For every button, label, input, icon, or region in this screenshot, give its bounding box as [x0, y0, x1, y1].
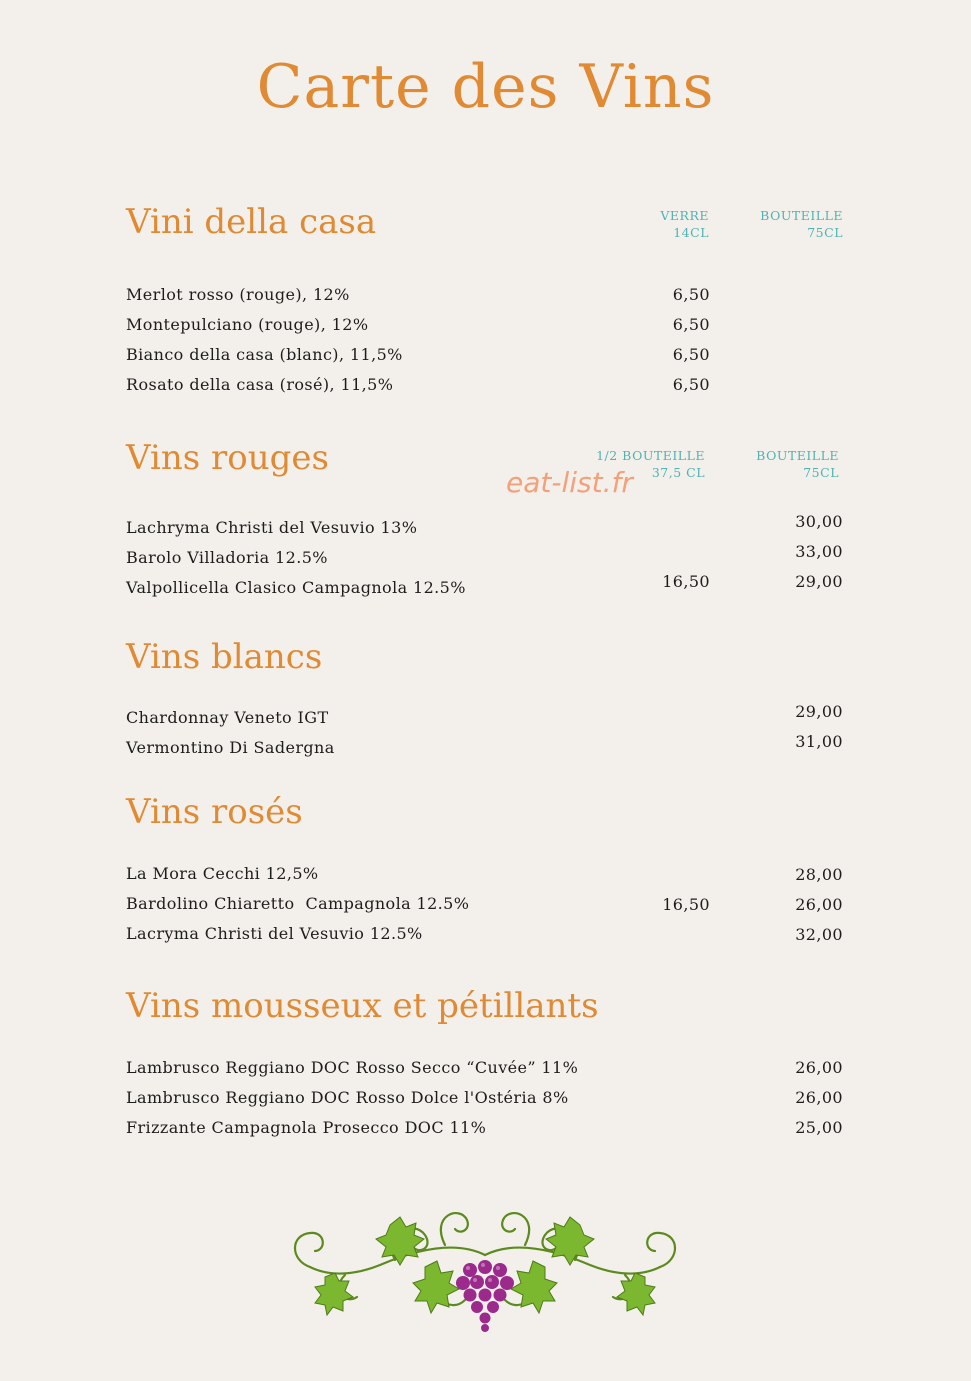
section-title-vins-roses: Vins rosés: [126, 792, 303, 832]
column-header-bouteille: [760, 207, 843, 241]
column-header-bouteille: [756, 447, 839, 481]
wine-name: Frizzante Campagnola Prosecco DOC 11%: [126, 1118, 487, 1137]
wine-name: Merlot rosso (rouge), 12%: [126, 285, 350, 304]
wine-name: Barolo Villadoria 12.5%: [126, 548, 328, 567]
wine-row: [126, 542, 843, 570]
price-bottle: 26,00: [795, 1058, 843, 1077]
price-half-bottle: 16,50: [662, 572, 710, 591]
wine-row: [126, 732, 843, 760]
wine-row: [126, 285, 843, 307]
price-glass: 6,50: [672, 285, 710, 304]
wine-row: [126, 315, 843, 337]
column-header-line: VERRE: [660, 208, 709, 223]
wine-name: Valpollicella Clasico Campagnola 12.5%: [126, 578, 466, 597]
wine-name: Bianco della casa (blanc), 11,5%: [126, 345, 403, 364]
price-bottle: 29,00: [795, 702, 843, 721]
price-bottle: 33,00: [795, 542, 843, 561]
wine-name: La Mora Cecchi 12,5%: [126, 864, 319, 883]
column-header-line: 75CL: [807, 225, 843, 240]
wine-row: [126, 924, 843, 946]
wine-name: Montepulciano (rouge), 12%: [126, 315, 369, 334]
section-title-vins-blancs: Vins blancs: [126, 637, 323, 677]
price-glass: 6,50: [672, 375, 710, 394]
wine-name: Chardonnay Veneto IGT: [126, 708, 329, 727]
price-bottle: 26,00: [795, 1088, 843, 1107]
page-title: Carte des Vins: [256, 52, 715, 122]
price-half-bottle: 16,50: [662, 895, 710, 914]
price-bottle: 31,00: [795, 732, 843, 751]
wine-name: Lachryma Christi del Vesuvio 13%: [126, 518, 418, 537]
watermark: eat-list.fr: [506, 466, 633, 499]
price-glass: 6,50: [672, 345, 710, 364]
price-glass: 6,50: [672, 315, 710, 334]
column-header-line: 14CL: [673, 225, 709, 240]
column-header-line: BOUTEILLE: [760, 208, 843, 223]
wine-row: [126, 1058, 843, 1080]
wine-row: [126, 1118, 843, 1140]
wine-row: [126, 702, 843, 730]
price-bottle: 28,00: [795, 865, 843, 884]
wine-row: [126, 1088, 843, 1110]
wine-row: [126, 512, 843, 540]
wine-name: Bardolino Chiaretto Campagnola 12.5%: [126, 894, 470, 913]
column-header-line: BOUTEILLE: [756, 448, 839, 463]
price-bottle: 32,00: [795, 925, 843, 944]
section-title-vins-mousseux: Vins mousseux et pétillants: [126, 986, 599, 1026]
section-title-vins-rouges: Vins rouges: [126, 438, 329, 478]
column-header-line: 75CL: [803, 465, 839, 480]
price-bottle: 29,00: [795, 572, 843, 591]
wine-name: Vermontino Di Sadergna: [126, 738, 335, 757]
wine-row: [126, 375, 843, 397]
price-bottle: 25,00: [795, 1118, 843, 1137]
price-bottle: 30,00: [795, 512, 843, 531]
wine-name: Rosato della casa (rosé), 11,5%: [126, 375, 394, 394]
wine-name: Lambrusco Reggiano DOC Rosso Dolce l'Ostéria 8%: [126, 1088, 569, 1107]
wine-row: [126, 345, 843, 367]
column-header-line: 37,5 CL: [651, 465, 705, 480]
grapevine-icon: [285, 1205, 685, 1335]
wine-row: [126, 864, 843, 886]
column-header-line: 1/2 BOUTEILLE: [596, 448, 705, 463]
wine-name: Lacryma Christi del Vesuvio 12.5%: [126, 924, 423, 943]
wine-row: [126, 894, 843, 916]
price-bottle: 26,00: [795, 895, 843, 914]
wine-name: Lambrusco Reggiano DOC Rosso Secco “Cuvée” 11%: [126, 1058, 579, 1077]
section-title-vini-della-casa: Vini della casa: [126, 202, 377, 242]
column-header-verre: [660, 207, 709, 241]
wine-row: [126, 572, 843, 600]
